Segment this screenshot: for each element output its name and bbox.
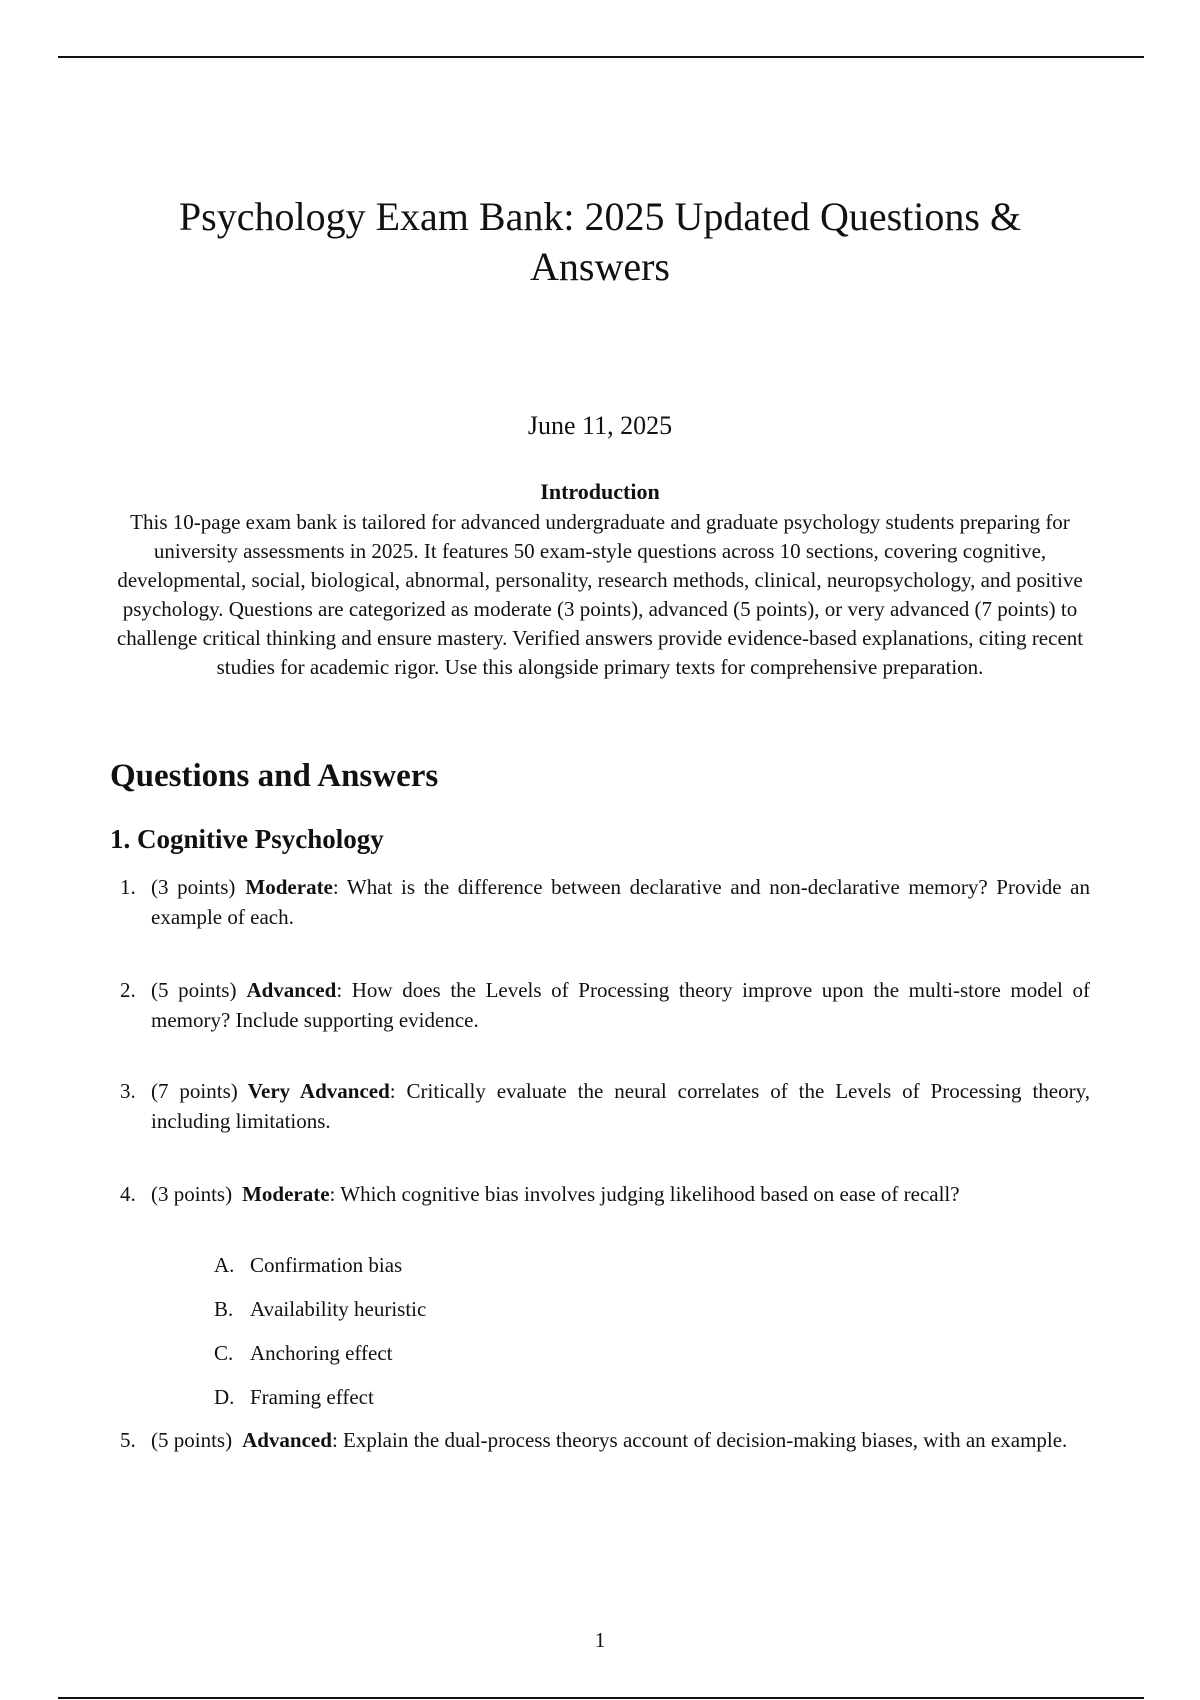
question-number: 4.	[120, 1182, 136, 1206]
question-points: (5 points)	[151, 1428, 233, 1452]
question-text: : How does the Levels of Processing theory improve upon the multi-store model of memory? Include supporting evidence.	[151, 978, 1091, 1032]
question-points: (3 points)	[151, 875, 236, 899]
introduction	[106, 478, 1094, 682]
question-text: : Which cognitive bias involves judging likelihood based on ease of recall?	[329, 1182, 960, 1206]
question-item	[110, 1076, 1090, 1136]
bottom-rule	[58, 1697, 1144, 1699]
question-text: : What is the difference between declarative and non-declarative memory? Provide an example of each.	[151, 875, 1091, 929]
top-rule	[58, 56, 1144, 58]
question-body	[151, 872, 1090, 932]
question-body	[151, 1076, 1090, 1136]
question-number: 2.	[120, 978, 136, 1002]
option-item	[214, 1382, 426, 1426]
question-level: Very Advanced	[247, 1079, 390, 1103]
question-number: 1.	[120, 875, 136, 899]
question-text: : Explain the dual-process theorys account of decision-making biases, with an example.	[331, 1428, 1068, 1452]
introduction-body: This 10-page exam bank is tailored for advanced undergraduate and graduate psychology students preparing for university assessments in 2025. It features 50 exam-style questions across 10 sections, covering cognitive, developmental, social, biological, abnormal, personality, research methods, clinical, neuropsychology, and positive psychology. Questions are categorized as moderate (3 points), advanced (5 points), or very advanced (7 points) to challenge critical thinking and ensure mastery. Verified answers provide evidence-based explanations, citing recent studies for academic rigor. Use this alongside primary texts for comprehensive preparation.	[116, 510, 1084, 679]
question-number: 3.	[120, 1079, 136, 1103]
question-level: Advanced	[242, 1428, 332, 1452]
page-number: 1	[594, 1628, 606, 1652]
option-letter: D.	[214, 1385, 235, 1409]
section-heading: Questions and Answers	[110, 758, 439, 794]
question-level: Moderate	[245, 875, 333, 899]
answer-options	[214, 1250, 426, 1426]
document-date: June 11, 2025	[527, 411, 673, 440]
option-item	[214, 1294, 426, 1338]
option-text: Anchoring effect	[250, 1341, 393, 1365]
option-text: Framing effect	[250, 1385, 374, 1409]
option-item	[214, 1250, 426, 1294]
question-text: : Critically evaluate the neural correlates of the Levels of Processing theory, including limitations.	[151, 1079, 1090, 1133]
option-text: Availability heuristic	[250, 1297, 427, 1321]
question-body	[151, 975, 1090, 1035]
subsection-heading: 1. Cognitive Psychology	[110, 824, 384, 854]
option-letter: C.	[214, 1341, 234, 1365]
question-level: Moderate	[242, 1182, 330, 1206]
question-level: Advanced	[246, 978, 337, 1002]
question-item	[110, 1425, 1090, 1455]
question-number: 5.	[120, 1428, 136, 1452]
question-item	[110, 975, 1090, 1035]
question-body	[151, 1179, 1090, 1209]
option-letter: B.	[214, 1297, 234, 1321]
option-text: Confirmation bias	[250, 1253, 403, 1277]
question-item	[110, 1179, 1090, 1209]
document-title: Psychology Exam Bank: 2025 Updated Questions & Answers	[178, 194, 1022, 289]
option-letter: A.	[214, 1253, 235, 1277]
question-points: (7 points)	[151, 1079, 238, 1103]
question-points: (5 points)	[151, 978, 237, 1002]
introduction-heading: Introduction	[540, 479, 660, 504]
option-item	[214, 1338, 426, 1382]
question-points: (3 points)	[151, 1182, 233, 1206]
question-body	[151, 1425, 1090, 1455]
question-item	[110, 872, 1090, 932]
